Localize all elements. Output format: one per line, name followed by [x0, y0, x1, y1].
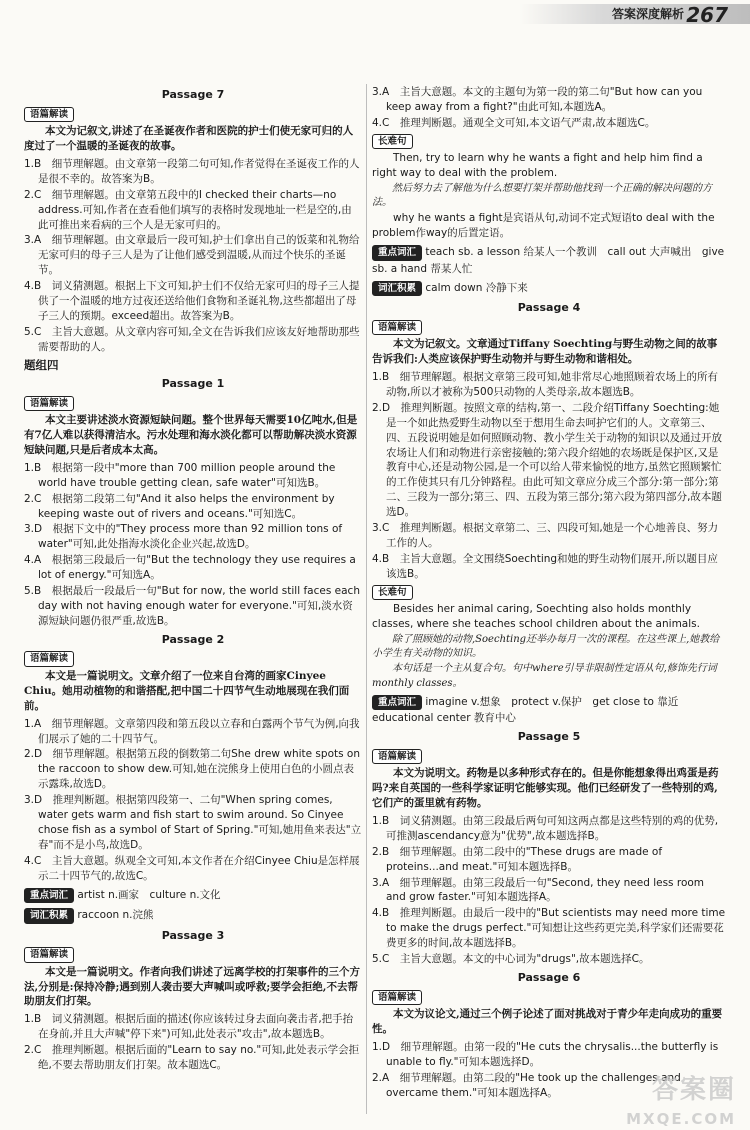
long-sentence-note: why he wants a fight是宾语从句,动词不定式短语to deal with the problem作way的后置定语。 [372, 212, 715, 240]
section-tag: 长难句 [372, 585, 413, 600]
vocab-line [24, 886, 362, 904]
section-tag: 语篇解读 [24, 107, 74, 122]
section-tag: 语篇解读 [372, 749, 422, 764]
answer-item: 5.C 主旨大意题。从文章内容可知,全文在告诉我们应该友好地帮助那些需要帮助的人。 [24, 325, 360, 353]
vocab-line [372, 693, 726, 726]
passage-summary: 本文是一篇说明文。作者向我们讲述了远离学校的打架事件的三个方法,分别是:保持冷静;遇到别人袭击要大声喊叫或呼救;要学会拒绝,不去帮助朋友们打架。 [24, 965, 360, 1008]
passage-title: Passage 7 [161, 88, 225, 101]
left-column [24, 84, 362, 1074]
answer-item: 2.B 细节理解题。由第二段中的"These drugs are made of proteins...and meat."可知本题选择B。 [372, 845, 663, 873]
answer-item: 3.D 根据下文中的"They process more than 92 million tons of water"可知,此处指海水淡化企业兴起,故选D。 [24, 523, 343, 551]
answer-item: 1.A 细节理解题。文章第四段和第五段以立春和白露两个节气为例,向我们展示了她的二十四节气。 [24, 717, 360, 745]
vocab-line [24, 906, 362, 924]
answer-item: 1.D 细节理解题。由第一段的"He cuts the chrysalis...the butterfly is unable to fly."可知本题选择D。 [372, 1040, 719, 1068]
answer-item: 2.A 细节理解题。由第二段的"He took up the challenges and overcame them."可知本题选择A。 [372, 1071, 681, 1099]
answer-item: 1.B 细节理解题。由文章第一段第二句可知,作者觉得在圣诞夜工作的人是很不幸的。故答案为B。 [24, 157, 360, 185]
vocab-line [372, 243, 726, 276]
passage-summary: 本文是一篇说明文。文章介绍了一位来自台湾的画家Cinyee Chiu。她用动植物的和谐搭配,把中国二十四节气生动地展现在我们面前。 [24, 669, 350, 712]
passage-summary: 本文为说明文。药物是以多种形式存在的。但是你能想象得出鸡蛋是药吗?来自英国的一些科学家证明它能够实现。他们已经研发了一些特别的鸡,它们产的蛋里就有药物。 [372, 767, 719, 810]
answer-item: 2.C 细节理解题。由文章第五段中的I checked their charts—no address.可知,作者在查看他们填写的表格时发现地址一栏是空的,由此可推出来看病的三个人是无家可归的。 [24, 188, 352, 231]
column-divider [366, 84, 367, 1114]
answer-item: 3.C 推理判断题。根据文章第二、三、四段可知,她是一个心地善良、努力工作的人。 [372, 522, 719, 549]
long-sentence-zh: 除了照顾她的动物,Soechting还举办每月一次的课程。在这些课上,她教给小学生有关动物的知识。 [372, 633, 720, 660]
vocab-tag: 词汇积累 [372, 281, 422, 296]
passage-summary: 本文主要讲述淡水资源短缺问题。整个世界每天需要10亿吨水,但是有7亿人难以获得清洁水。污水处理和海水淡化都可以帮助解决淡水资源短缺问题,只是后者成本太高。 [24, 414, 358, 456]
section-tag: 语篇解读 [24, 651, 74, 666]
page-header [0, 0, 750, 30]
vocab-tag: 重点词汇 [372, 245, 422, 260]
answer-item: 4.A 根据第三段最后一句"But the technology they use requires a lot of energy."可知选A。 [24, 554, 356, 582]
vocab-tag: 重点词汇 [372, 695, 422, 710]
passage-title: Passage 2 [161, 632, 225, 646]
answer-item: 2.C 根据第二段第二句"And it also helps the environment by keeping waste out of rivers and oceans."可知选C。 [24, 492, 335, 520]
watermark-line2: MXQE.COM [626, 1109, 736, 1128]
section-tag: 语篇解读 [372, 990, 422, 1005]
vocab-text: teach sb. a lesson 给某人一个教训 call out 大声喊出 give sb. a hand 帮某人忙 [372, 246, 725, 275]
group-heading: 题组四 [24, 357, 59, 372]
section-tag: 语篇解读 [372, 320, 422, 335]
answer-item: 2.D 细节理解题。根据第五段的倒数第二句She drew white spots on the raccoon to show dew.可知,她在浣熊身上使用白色的小圆点表示露珠,故选D。 [24, 748, 360, 791]
answer-item: 4.C 主旨大意题。纵观全文可知,本文作者在介绍Cinyee Chiu是怎样展示二十四节气的,故选C。 [24, 854, 360, 882]
answer-item: 1.B 词义猜测题。根据后面的描述(你应该转过身去面向袭击者,把手抬在身前,并且大声喊"停下来")可知,此处表示"攻击",故本题选B。 [24, 1013, 354, 1041]
answer-item: 3.A 细节理解题。由第三段最后一句"Second, they need less room and grow faster."可知本题选择A。 [372, 876, 705, 904]
answer-item: 5.C 主旨大意题。本文的中心词为"drugs",故本题选择C。 [372, 953, 650, 966]
passage-title: Passage 3 [161, 928, 225, 942]
answer-item: 1.B 词义猜测题。由第三段最后两句可知这两点都是这些特别的鸡的优势,可推测ascendancy意为"优势",故本题选择B。 [372, 814, 719, 842]
passage-summary: 本文为议论文,通过三个例子论述了面对挑战对于青少年走向成功的重要性。 [372, 1008, 723, 1035]
vocab-tag: 词汇积累 [24, 908, 74, 923]
page-number: 267 [686, 3, 728, 27]
answer-item: 3.A 主旨大意题。本文的主题句为第一段的第二句"But how can you keep away from a fight?"由此可知,本题选A。 [372, 86, 703, 113]
passage-summary: 本文为记叙文,讲述了在圣诞夜作者和医院的护士们使无家可归的人度过了一个温暖的圣诞夜的故事。 [24, 125, 354, 152]
passage-title: Passage 1 [161, 377, 225, 391]
long-sentence-en: Besides her animal caring, Soechting also holds monthly classes, where she teaches school children about the animals. [372, 603, 700, 631]
long-sentence-note: 本句话是一个主从复合句。句中where引导非限制性定语从句,修饰先行词monthly classes。 [372, 663, 717, 689]
answer-item: 4.B 推理判断题。由最后一段中的"But scientists may need more time to make the drugs perfect."可知想让这些药更完美,科学家们还需要花费更多的时间,故本题选择B。 [372, 907, 726, 950]
vocab-text: calm down 冷静下来 [425, 281, 528, 294]
section-tag: 语篇解读 [24, 396, 74, 411]
section-tag: 长难句 [372, 134, 413, 149]
answer-item: 3.D 推理判断题。根据第四段第一、二句"When spring comes, water gets warm and fish start to swim around. So Cinyee chose fish as a symbol of Start of Spring."可知,她用鱼来表达"立春"而不是小鸟,故选D。 [24, 794, 362, 851]
vocab-text: raccoon n.浣熊 [77, 909, 154, 922]
passage-title: Passage 4 [517, 301, 581, 315]
long-sentence-zh: 然后努力去了解他为什么想要打架并帮助他找到一个正确的解决问题的方法。 [372, 183, 712, 209]
answer-item: 2.C 推理判断题。根据后面的"Learn to say no."可知,此处表示学会拒绝,不要去帮助朋友们打架。故本题选C。 [24, 1044, 360, 1072]
vocab-line [372, 279, 726, 297]
answer-item: 2.D 推理判断题。按照文章的结构,第一、二段介绍Tiffany Soechting:她是一个如此热爱野生动物以至于想用生命去呵护它们的人。文章第三、四、五段说明她是如何照顾动物、教小学生关于动物的知识以及通过开放农场让人们和动物进行亲密接触的;第六段介绍她的农场既是保护区,又是教育中心,还是动物公园,是一个可以给人带来愉悦的地方,虽然它照顾繁忙的工作使其只有几分钟路程。由此可知文章应分成三个部分:第一部分;第二、三段为一部分;第三、四、五段为第三部分;第六段为第四部分,故本题选D。 [372, 401, 722, 519]
watermark-line1: 答案圈 [651, 1075, 736, 1105]
site-watermark [586, 1072, 736, 1128]
answer-item: 5.B 根据最后一段最后一句"But for now, the world still faces each day with not having enough water for everyone."可知,淡水资源短缺问题仍很严重,故选B。 [24, 585, 360, 627]
passage-title: Passage 6 [517, 970, 581, 984]
answer-item: 3.A 细节理解题。由文章最后一段可知,护士们拿出自己的饭菜和礼物给无家可归的母子三人是为了让他们感受到温暖,从而过个快乐的圣诞节。 [24, 234, 360, 277]
vocab-text: imagine v.想象 protect v.保护 get close to 靠近 educational center 教育中心 [372, 695, 689, 725]
answer-item: 4.C 推理判断题。通观全文可知,本文语气严肃,故本题选C。 [372, 116, 656, 129]
answer-item: 4.B 主旨大意题。全文围绕Soechting和她的野生动物们展开,所以题目应该选B。 [372, 552, 718, 580]
answer-item: 1.B 细节理解题。根据文章第三段可知,她非常尽心地照顾着农场上的所有动物,所以才被称为500只动物的人类母亲,故本题选B。 [372, 370, 719, 398]
answer-item: 4.B 词义猜测题。根据上下文可知,护士们不仅给无家可归的母子三人提供了一个温暖的地方过夜还送给他们食物和圣诞礼物,这些都超出了母子三人的预期。exceed超出。故答案为B。 [24, 280, 360, 322]
right-column [372, 84, 726, 1102]
section-tag: 语篇解读 [24, 947, 74, 962]
answer-item: 1.B 根据第一段中"more than 700 million people around the world have trouble getting clean, safe water"可知选B。 [24, 461, 336, 489]
passage-title: Passage 5 [517, 730, 581, 744]
vocab-text: artist n.画家 culture n.文化 [77, 888, 221, 901]
long-sentence-en: Then, try to learn why he wants a fight and help him find a right way to deal with the problem. [372, 152, 703, 180]
header-title: 答案深度解析 [611, 7, 684, 21]
passage-summary: 本文为记叙文。文章通过Tiffany Soechting与野生动物之间的故事告诉我们:人类应该保护野生动物并与野生动物和谐相处。 [372, 338, 718, 366]
vocab-tag: 重点词汇 [24, 888, 74, 903]
